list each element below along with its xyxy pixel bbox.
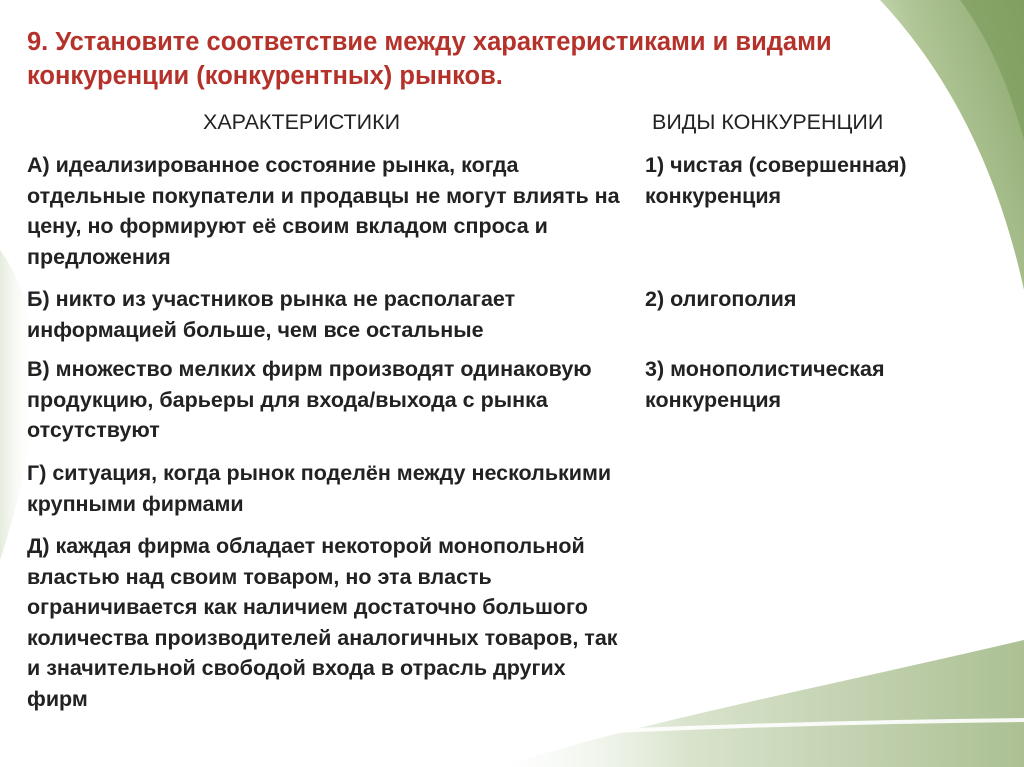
characteristic-g: Г) ситуация, когда рынок поделён между несколькими крупными фирмами bbox=[27, 461, 612, 516]
characteristic-d: Д) каждая фирма обладает некоторой монопольной властью над своим товаром, но эта власть ограничивается как наличием достаточно большого количества производителей аналогичных товаров, так и значительной свободой входа в отрасль других фирм bbox=[27, 534, 618, 711]
characteristic-b: Б) никто из участников рынка не располагает информацией больше, чем все остальные bbox=[27, 287, 516, 342]
competition-kinds-header: ВИДЫ КОНКУРЕНЦИИ bbox=[652, 110, 884, 134]
competition-kind-1: 1) чистая (совершенная) конкуренция bbox=[645, 153, 907, 208]
characteristic-a: А) идеализированное состояние рынка, когда отдельные покупатели и продавцы не могут влиять на цену, но формируют её своим вкладом спроса и предложения bbox=[27, 153, 620, 269]
characteristics-header: ХАРАКТЕРИСТИКИ bbox=[203, 110, 401, 134]
characteristic-v: В) множество мелких фирм производят одинаковую продукцию, барьеры для входа/выхода с рынка отсутствуют bbox=[27, 357, 592, 442]
competition-kind-2: 2) олигополия bbox=[645, 287, 797, 311]
competition-kind-3: 3) монополистическая конкуренция bbox=[645, 357, 885, 412]
task-title: 9. Установите соответствие между характеристиками и видами конкуренции (конкурентных) рынков. bbox=[27, 28, 832, 90]
